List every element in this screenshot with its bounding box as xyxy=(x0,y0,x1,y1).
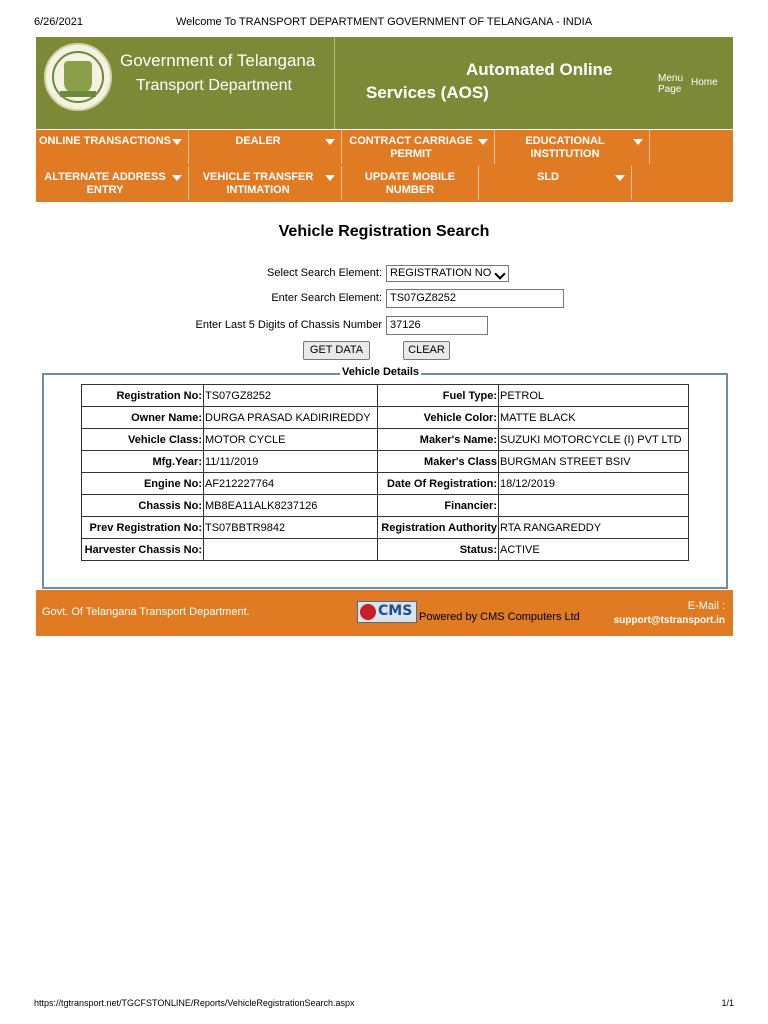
detail-key: Prev Registration No: xyxy=(82,517,204,539)
detail-key: Engine No: xyxy=(82,473,204,495)
detail-key: Harvester Chassis No: xyxy=(82,539,204,561)
nav-vehicle-transfer-intimation[interactable]: VEHICLE TRANSFER INTIMATION xyxy=(189,166,342,200)
detail-key: Maker's Class xyxy=(378,451,499,473)
detail-key: Vehicle Class: xyxy=(82,429,204,451)
detail-key: Fuel Type: xyxy=(378,385,499,407)
page-title: Vehicle Registration Search xyxy=(278,223,490,240)
chevron-down-icon xyxy=(494,268,505,279)
detail-value: TS07GZ8252 xyxy=(204,385,378,407)
home-link[interactable]: Home xyxy=(691,77,718,88)
detail-value: 11/11/2019 xyxy=(204,451,378,473)
detail-value: TS07BBTR9842 xyxy=(204,517,378,539)
detail-key: Date Of Registration: xyxy=(378,473,499,495)
dept-title: Transport Department xyxy=(136,77,292,94)
print-page-number: 1/1 xyxy=(721,998,734,1008)
support-email-link[interactable]: support@tstransport.in xyxy=(613,615,725,626)
details-row xyxy=(82,495,689,517)
detail-key: Registration No: xyxy=(82,385,204,407)
email-label: E-Mail : xyxy=(687,600,725,612)
detail-key: Mfg.Year: xyxy=(82,451,204,473)
detail-value: MATTE BLACK xyxy=(499,407,689,429)
detail-value: SUZUKI MOTORCYCLE (I) PVT LTD xyxy=(499,429,689,451)
caret-down-icon xyxy=(615,175,625,181)
telangana-seal-logo xyxy=(44,43,112,111)
detail-value: MB8EA11ALK8237126 xyxy=(204,495,378,517)
nav-dealer[interactable]: DEALER xyxy=(189,130,342,164)
detail-key: Vehicle Color: xyxy=(378,407,499,429)
gov-title: Government of Telangana xyxy=(120,51,316,70)
site-banner xyxy=(36,37,733,129)
search-element-input[interactable]: TS07GZ8252 xyxy=(386,289,564,308)
chassis-digits-label: Enter Last 5 Digits of Chassis Number xyxy=(195,319,382,331)
site-footer xyxy=(36,590,733,636)
nav-contract-carriage-permit[interactable]: CONTRACT CARRIAGE PERMIT xyxy=(342,130,495,164)
aos-title-line1: Automated Online xyxy=(466,60,613,79)
details-row xyxy=(82,451,689,473)
nav-update-mobile-number[interactable]: UPDATE MOBILE NUMBER xyxy=(342,166,479,200)
print-footer xyxy=(34,998,734,1010)
detail-key: Maker's Name: xyxy=(378,429,499,451)
detail-value: AF212227764 xyxy=(204,473,378,495)
caret-down-icon xyxy=(172,175,182,181)
print-title: Welcome To TRANSPORT DEPARTMENT GOVERNMENT OF TELANGANA - INDIA xyxy=(175,16,593,28)
get-data-button[interactable]: GET DATA xyxy=(303,341,370,360)
nav-educational-institution[interactable]: EDUCATIONAL INSTITUTION xyxy=(495,130,650,164)
detail-key: Financier: xyxy=(378,495,499,517)
detail-value xyxy=(204,539,378,561)
detail-value: MOTOR CYCLE xyxy=(204,429,378,451)
enter-search-label: Enter Search Element: xyxy=(271,292,382,304)
detail-key: Chassis No: xyxy=(82,495,204,517)
powered-by-text: Powered by CMS Computers Ltd xyxy=(419,611,580,623)
detail-key: Registration Authority xyxy=(378,517,499,539)
nav-sld[interactable]: SLD xyxy=(479,166,632,200)
vehicle-details-table xyxy=(81,384,689,561)
clear-button[interactable]: CLEAR xyxy=(403,341,450,360)
detail-value: DURGA PRASAD KADIRIREDDY xyxy=(204,407,378,429)
caret-down-icon xyxy=(172,139,182,145)
search-element-select[interactable]: REGISTRATION NO xyxy=(386,265,509,282)
details-row xyxy=(82,473,689,495)
details-row xyxy=(82,429,689,451)
vehicle-details-legend: Vehicle Details xyxy=(342,366,420,378)
detail-value: RTA RANGAREDDY xyxy=(499,517,689,539)
caret-down-icon xyxy=(325,175,335,181)
cms-logo: CMS xyxy=(357,601,417,623)
select-search-label: Select Search Element: xyxy=(267,267,382,279)
aos-title-line2: Services (AOS) xyxy=(366,83,489,102)
detail-value: PETROL xyxy=(499,385,689,407)
detail-key: Status: xyxy=(378,539,499,561)
print-url: https://tgtransport.net/TGCFSTONLINE/Reports/VehicleRegistrationSearch.aspx xyxy=(34,998,355,1008)
details-row xyxy=(82,517,689,539)
details-row xyxy=(82,407,689,429)
detail-value xyxy=(499,495,689,517)
menu-page-link[interactable]: Menu Page xyxy=(658,73,684,95)
print-header xyxy=(34,16,734,30)
nav-online-transactions[interactable]: ONLINE TRANSACTIONS xyxy=(36,130,189,164)
banner-brand xyxy=(36,37,335,129)
details-row xyxy=(82,539,689,561)
chassis-digits-input[interactable]: 37126 xyxy=(386,316,488,335)
caret-down-icon xyxy=(478,139,488,145)
main-nav xyxy=(36,130,733,202)
nav-alternate-address-entry[interactable]: ALTERNATE ADDRESS ENTRY xyxy=(36,166,189,200)
detail-value: 18/12/2019 xyxy=(499,473,689,495)
details-row xyxy=(82,385,689,407)
detail-key: Owner Name: xyxy=(82,407,204,429)
caret-down-icon xyxy=(325,139,335,145)
footer-dept-text: Govt. Of Telangana Transport Department. xyxy=(42,606,250,618)
caret-down-icon xyxy=(633,139,643,145)
detail-value: BURGMAN STREET BSIV xyxy=(499,451,689,473)
print-date: 6/26/2021 xyxy=(34,16,83,28)
detail-value: ACTIVE xyxy=(499,539,689,561)
